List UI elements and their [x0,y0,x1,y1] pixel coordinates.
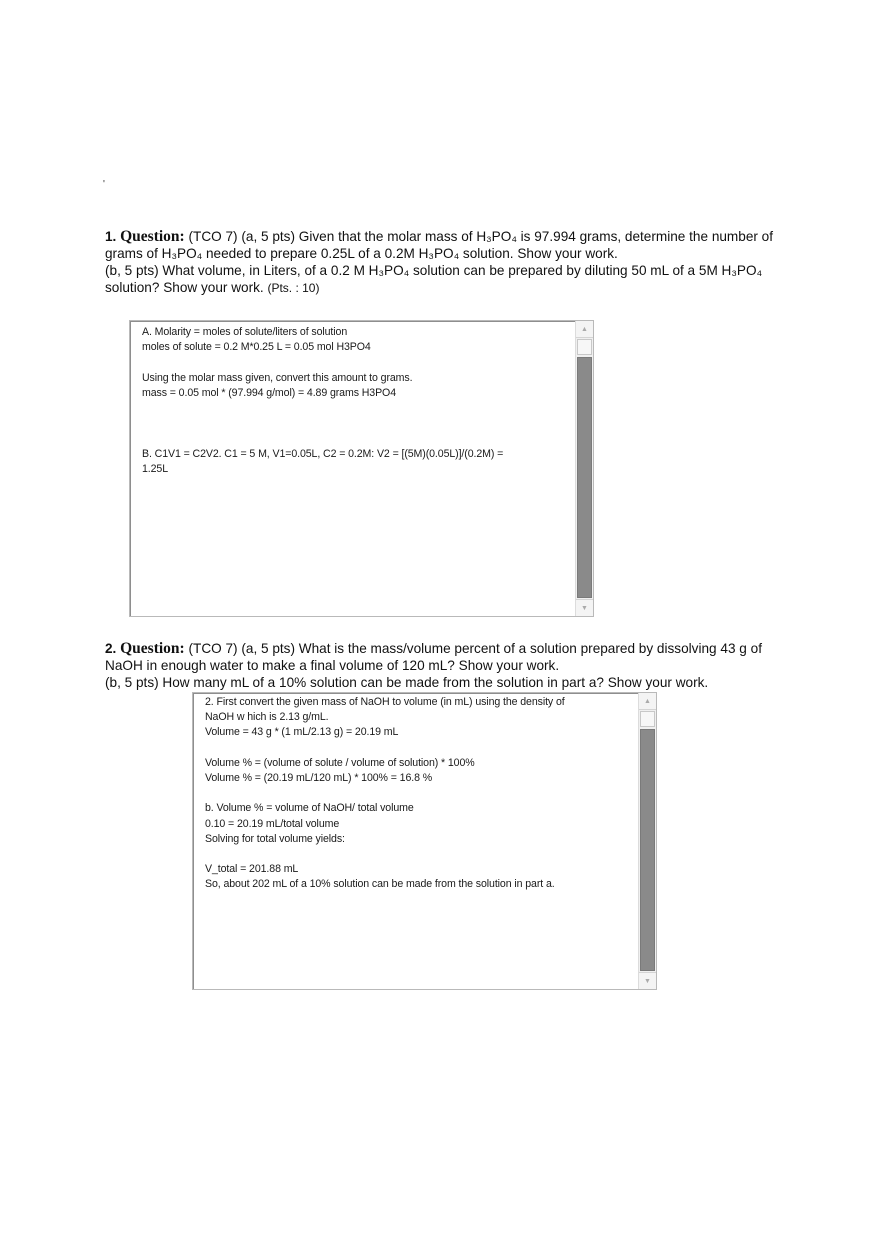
answer-line [205,741,620,756]
scroll-down-icon[interactable]: ▼ [639,972,656,989]
scrollbar-1[interactable] [575,321,593,616]
scroll-up-icon[interactable]: ▲ [639,693,656,710]
answer-line: Volume % = (20.19 mL/120 mL) * 100% = 16.8 % [205,772,433,785]
answer-line: mass = 0.05 mol * (97.994 g/mol) = 4.89 grams H3PO4 [142,386,396,399]
scroll-track-cap [577,339,592,355]
answer-line: b. Volume % = volume of NaOH/ total volume [205,802,414,815]
question-number: 1. [105,229,117,244]
answer-line [205,847,620,862]
answer-line [142,416,557,431]
answer-text-2[interactable] [205,695,620,893]
scroll-thumb[interactable] [577,357,592,598]
answer-line: V_total = 201.88 mL [205,863,299,876]
scroll-up-icon[interactable]: ▲ [576,321,593,338]
answer-line [205,786,620,801]
question-label: Question: [120,640,185,657]
answer-line [142,431,557,446]
answer-text-1[interactable] [142,325,557,477]
scrollbar-2[interactable] [638,693,656,989]
answer-line: 0.10 = 20.19 mL/total volume [205,817,340,830]
page-marker: ' [103,179,105,190]
answer-line: Volume = 43 g * (1 mL/2.13 g) = 20.19 mL [205,726,399,739]
answer-textarea-2[interactable] [192,692,657,990]
answer-line: NaOH w hich is 2.13 g/mL. [205,711,329,724]
answer-textarea-1[interactable] [129,320,594,617]
answer-line: 1.25L [142,462,169,475]
question-text-a: (TCO 7) (a, 5 pts) What is the mass/volume percent of a solution prepared by dissolving 43 g of NaOH in enough water to make a final volume of 120 mL? Show your work. [105,641,762,673]
question-text-a: (TCO 7) (a, 5 pts) Given that the molar mass of H₃PO₄ is 97.994 grams, determine the number of grams of H₃PO₄ needed to prepare 0.25L of a 0.2M H₃PO₄ solution. Show your work. [105,229,774,261]
question-1 [105,228,775,297]
scroll-down-icon[interactable]: ▼ [576,599,593,616]
question-label: Question: [120,228,185,245]
answer-line: A. Molarity = moles of solute/liters of solution [142,326,348,338]
scroll-thumb[interactable] [640,729,655,971]
answer-line: 2. First convert the given mass of NaOH to volume (in mL) using the density of [205,696,565,708]
answer-line: So, about 202 mL of a 10% solution can be made from the solution in part a. [205,878,555,891]
answer-line: Solving for total volume yields: [205,832,345,845]
answer-line [142,355,557,370]
question-text-b: (b, 5 pts) What volume, in Liters, of a 0.2 M H₃PO₄ solution can be prepared by diluting 50 mL of a 5M H₃PO₄ solution? Show your work. [105,263,763,295]
scroll-track-cap [640,711,655,727]
answer-line: moles of solute = 0.2 M*0.25 L = 0.05 mol H3PO4 [142,341,371,354]
answer-line: Using the molar mass given, convert this amount to grams. [142,371,413,384]
answer-line: B. C1V1 = C2V2. C1 = 5 M, V1=0.05L, C2 = 0.2M: V2 = [(5M)(0.05L)]/(0.2M) = [142,447,504,460]
answer-line: Volume % = (volume of solute / volume of solution) * 100% [205,756,475,769]
question-number: 2. [105,641,117,656]
question-text-b: (b, 5 pts) How many mL of a 10% solution can be made from the solution in part a? Show your work. [105,675,709,690]
points-label: (Pts. : 10) [267,281,320,295]
answer-line [142,401,557,416]
question-2 [105,640,785,691]
